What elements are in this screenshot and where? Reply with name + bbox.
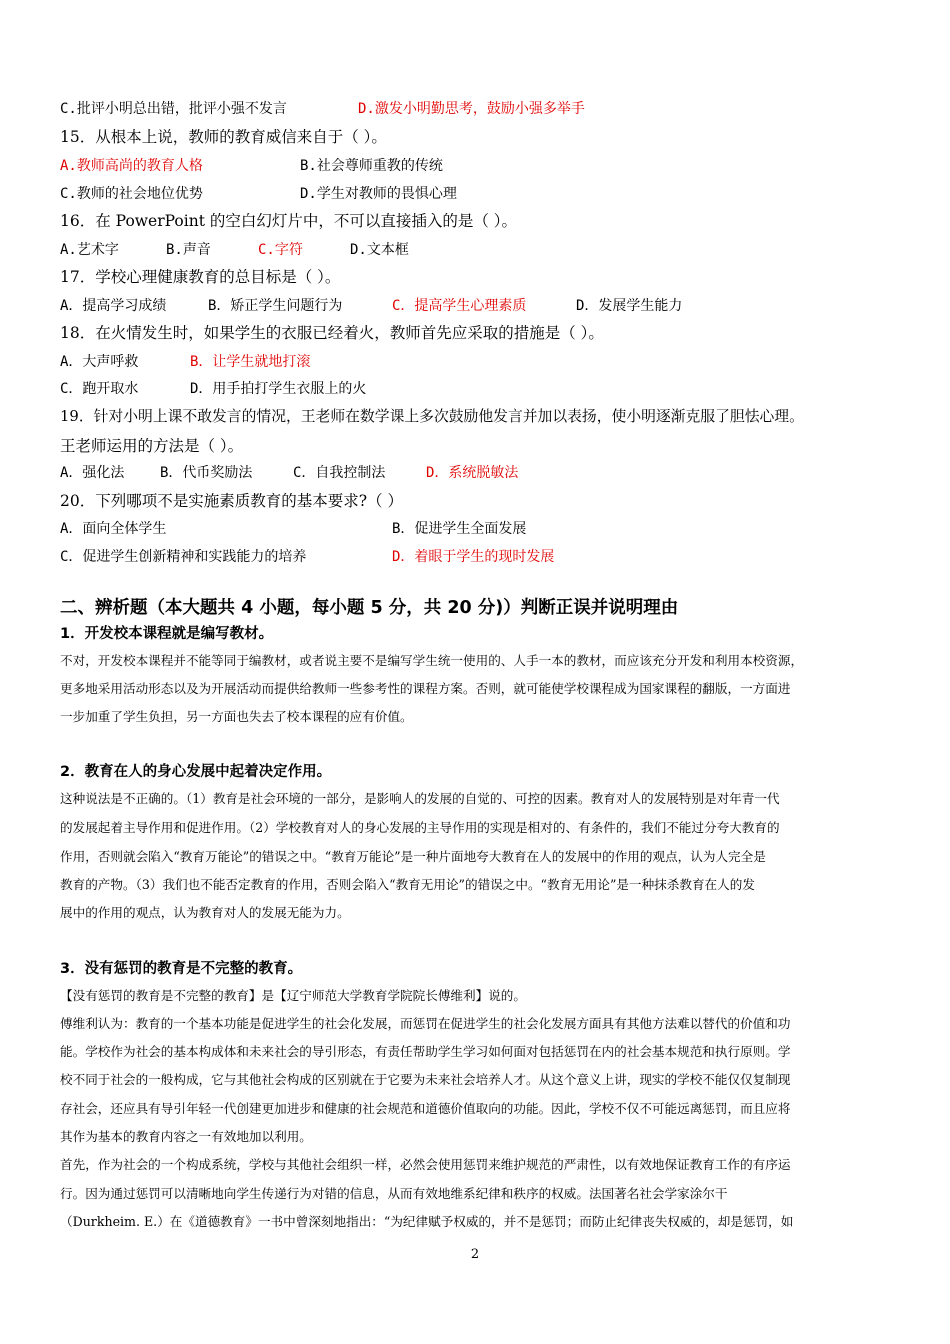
section2-item1-line: 更多地采用活动形态以及为开展活动而提供给教师一些参考性的课程方案。否则，就可能使学校课程成为国家课程的翻版，一方面进 [60, 681, 791, 696]
q20-option-a: A．面向全体学生 [60, 521, 167, 537]
q16-option-a: A.艺术字 [60, 242, 119, 258]
q20-option-c: C．促进学生创新精神和实践能力的培养 [60, 549, 307, 565]
section2-item3-line: （Durkheim. E.）在《道德教育》一书中曾深刻地指出：“为纪律赋予权威的，并不是惩罚；而防止纪律丧失权威的，却是惩罚，如 [60, 1214, 794, 1229]
section2-item2-line: 这种说法是不正确的。（1）教育是社会环境的一部分，是影响人的发展的自觉的、可控的因素。教育对人的发展特别是对年青一代 [60, 791, 780, 806]
q14-option-c: C.批评小明总出错，批评小强不发言 [60, 101, 287, 117]
section2-item2-line: 教育的产物。（3）我们也不能否定教育的作用，否则会陷入“教育无用论”的错误之中。“教育无用论”是一种抹杀教育在人的发 [60, 877, 755, 892]
q19-stem-line1: 19．针对小明上课不敢发言的情况，王老师在数学课上多次鼓励他发言并加以表扬，使小明逐渐克服了胆怯心理。 [60, 408, 804, 425]
q17-option-c-answer: C．提高学生心理素质 [392, 298, 527, 314]
section2-item3-line: 傅维利认为：教育的一个基本功能是促进学生的社会化发展，而惩罚在促进学生的社会化发展方面具有其他方法难以替代的价值和功 [60, 1016, 791, 1031]
q16-option-c-answer: C.字符 [258, 242, 303, 258]
q14-option-d-answer: D.激发小明勤思考，鼓励小强多举手 [358, 101, 585, 117]
page-number: 2 [470, 1247, 480, 1262]
q17-option-a: A．提高学习成绩 [60, 298, 167, 314]
section2-item3-line: 其作为基本的教育内容之一有效地加以利用。 [60, 1129, 312, 1144]
section2-item3-line: 首先，作为社会的一个构成系统，学校与其他社会组织一样，必然会使用惩罚来维护规范的严肃性，以有效地保证教育工作的有序运 [60, 1157, 791, 1172]
section2-item3-line: 行。因为通过惩罚可以清晰地向学生传递行为对错的信息，从而有效地维系纪律和秩序的权威。法国著名社会学家涂尔干 [60, 1186, 728, 1201]
section2-item1-title: 1．开发校本课程就是编写教材。 [60, 626, 274, 642]
section2-item3-line: 存社会，还应具有导引年轻一代创建更加进步和健康的社会规范和道德价值取向的功能。因此，学校不仅不可能远离惩罚，而且应将 [60, 1101, 791, 1116]
q15-options-ab [60, 155, 443, 175]
q18-options-cd [60, 378, 366, 398]
q18-options-ab [60, 351, 310, 371]
q18-option-a: A．大声呼救 [60, 354, 139, 370]
q15-option-a-answer: A.教师高尚的教育人格 [60, 158, 203, 174]
q16-option-d: D.文本框 [350, 242, 409, 258]
q15-option-b: B.社会尊师重教的传统 [300, 158, 443, 174]
q18-stem: 18．在火情发生时，如果学生的衣服已经着火，教师首先应采取的措施是（ ）。 [60, 324, 604, 342]
q17-options [60, 295, 682, 315]
q17-stem: 17．学校心理健康教育的总目标是（ ）。 [60, 268, 341, 286]
section2-item1-line: 不对，开发校本课程并不能等同于编教材，或者说主要不是编写学生统一使用的、人手一本的教材，而应该充分开发和利用本校资源， [60, 653, 804, 668]
section2-item1-line: 一步加重了学生负担，另一方面也失去了校本课程的应有价值。 [60, 709, 413, 724]
q14-options-cd [60, 98, 585, 118]
q20-option-b: B．促进学生全面发展 [392, 521, 527, 537]
q18-option-c: C．跑开取水 [60, 381, 139, 397]
q17-option-d: D．发展学生能力 [576, 298, 683, 314]
q20-option-d-answer: D．着眼于学生的现时发展 [392, 549, 555, 565]
q15-stem: 15．从根本上说，教师的教育威信来自于（ ）。 [60, 128, 387, 146]
q19-option-d-answer: D．系统脱敏法 [426, 465, 519, 481]
q15-option-d: D.学生对教师的畏惧心理 [300, 186, 457, 202]
q15-option-c: C.教师的社会地位优势 [60, 186, 203, 202]
q16-options [60, 239, 409, 259]
section2-item2-line: 的发展起着主导作用和促进作用。（2）学校教育对人的身心发展的主导作用的实现是相对的、有条件的，我们不能过分夸大教育的 [60, 820, 780, 835]
section2-title: 二、辨析题（本大题共 4 小题，每小题 5 分，共 20 分)）判断正误并说明理由 [60, 598, 679, 618]
q20-stem: 20．下列哪项不是实施素质教育的基本要求?（ ） [60, 492, 403, 510]
q19-option-a: A．强化法 [60, 465, 125, 481]
section2-item2-line: 展中的作用的观点，认为教育对人的发展无能为力。 [60, 905, 350, 920]
q19-option-c: C．自我控制法 [293, 465, 386, 481]
q16-stem: 16．在 PowerPoint 的空白幻灯片中，不可以直接插入的是（ ）。 [60, 212, 518, 230]
section2-item2-title: 2．教育在人的身心发展中起着决定作用。 [60, 764, 332, 780]
q15-options-cd [60, 183, 457, 203]
section2-item2-line: 作用，否则就会陷入“教育万能论”的错误之中。“教育万能论”是一种片面地夸大教育在人的发展中的作用的观点，认为人完全是 [60, 849, 766, 864]
q19-options [60, 462, 518, 482]
q20-options-ab [60, 518, 526, 538]
q19-option-b: B．代币奖励法 [160, 465, 253, 481]
section2-item3-line: 校不同于社会的一般构成，它与其他社会构成的区别就在于它要为未来社会培养人才。从这个意义上讲，现实的学校不能仅仅复制现 [60, 1072, 791, 1087]
q17-option-b: B．矫正学生问题行为 [208, 298, 343, 314]
section2-item3-title: 3．没有惩罚的教育是不完整的教育。 [60, 961, 303, 977]
section2-item3-line: 【没有惩罚的教育是不完整的教育】是【辽宁师范大学教育学院院长傅维利】说的。 [60, 988, 526, 1003]
q18-option-b-answer: B．让学生就地打滚 [190, 354, 311, 370]
q20-options-cd [60, 546, 554, 566]
q16-option-b: B.声音 [166, 242, 211, 258]
section2-item3-line: 能。学校作为社会的基本构成体和未来社会的导引形态，有责任帮助学生学习如何面对包括惩罚在内的社会基本规范和执行原则。学 [60, 1044, 791, 1059]
q19-stem-line2: 王老师运用的方法是（ ）。 [60, 437, 244, 455]
q18-option-d: D．用手拍打学生衣服上的火 [190, 381, 367, 397]
